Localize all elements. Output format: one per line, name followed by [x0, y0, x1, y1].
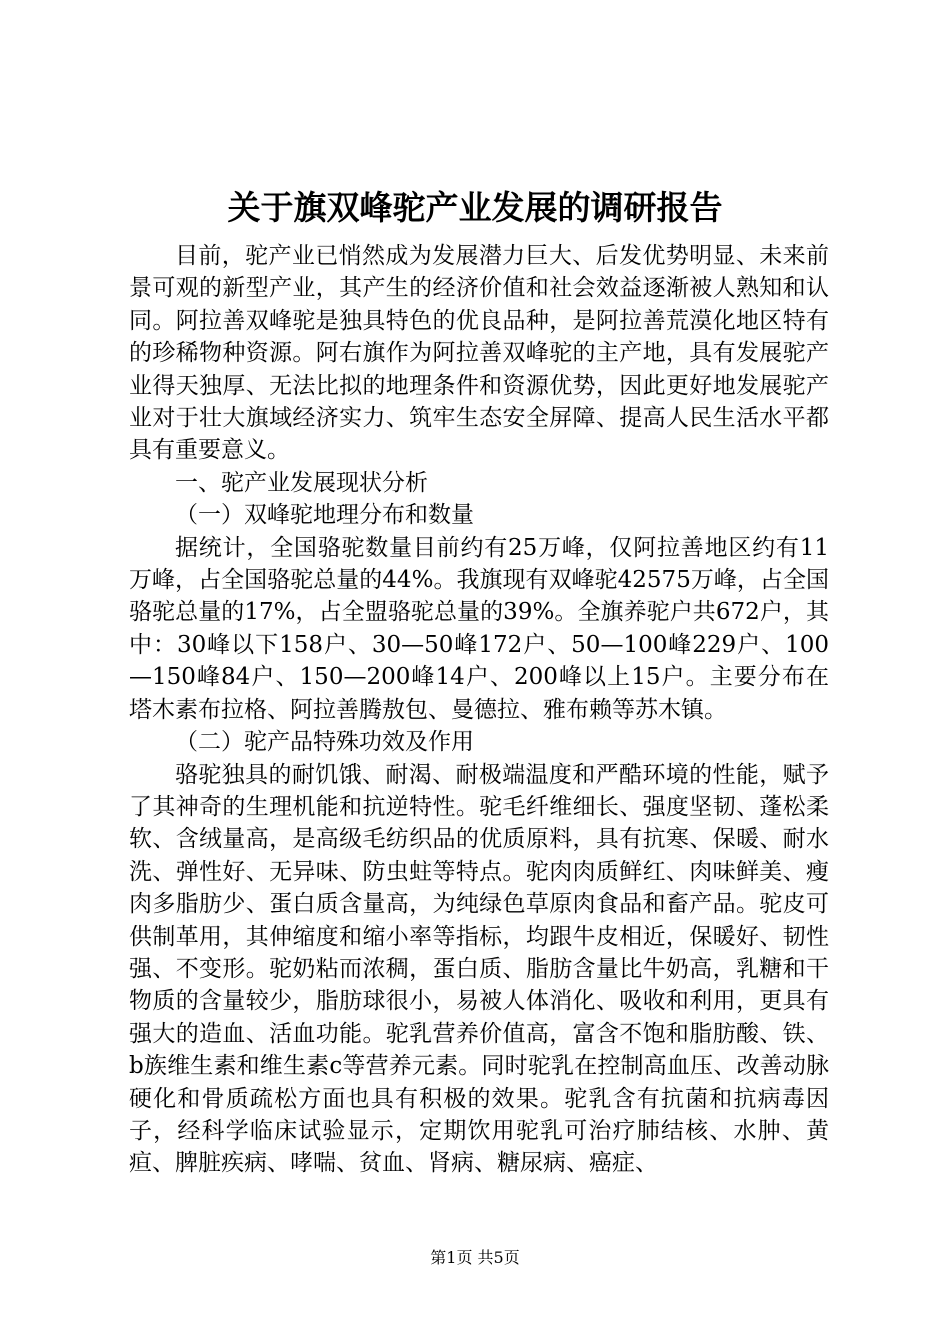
document-body	[129, 240, 829, 1180]
subsection-heading-1: （一）双峰驼地理分布和数量	[175, 502, 474, 529]
subsection-heading-2: （二）驼产品特殊功效及作用	[175, 729, 474, 756]
page-footer: 第1页 共5页	[430, 1248, 520, 1267]
document-title: 关于旗双峰驼产业发展的调研报告	[227, 188, 723, 227]
section-heading-1: 一、驼产业发展现状分析	[175, 469, 428, 496]
products-paragraph: 骆驼独具的耐饥饿、耐渴、耐极端温度和严酷环境的性能，赋予了其神奇的生理机能和抗逆特性。驼毛纤维细长、强度坚韧、蓬松柔软、含绒量高，是高级毛纺织品的优质原料，具有抗寒、保暖、耐水洗、弹性好、无异味、防虫蛀等特点。驼肉肉质鲜红、肉味鲜美、瘦肉多脂肪少、蛋白质含量高，为纯绿色草原肉食品和畜产品。驼皮可供制革用，其伸缩度和缩小率等指标，均跟牛皮相近，保暖好、韧性强、不变形。驼奶粘而浓稠，蛋白质、脂肪含量比牛奶高，乳糖和干物质的含量较少，脂肪球很小，易被人体消化、吸收和利用，更具有强大的造血、活血功能。驼乳营养价值高，富含不饱和脂肪酸、铁、b族维生素和维生素c等营养元素。同时驼乳在控制高血压、改善动脉硬化和骨质疏松方面也具有积极的效果。驼乳含有抗菌和抗病毒因子，经科学临床试验显示，定期饮用驼乳可治疗肺结核、水肿、黄疸、脾脏疾病、哮喘、贫血、肾病、糖尿病、癌症、	[129, 761, 829, 1177]
statistics-paragraph: 据统计，全国骆驼数量目前约有25万峰，仅阿拉善地区约有11万峰，占全国骆驼总量的44%。我旗现有双峰驼42575万峰，占全国骆驼总量的17%，占全盟骆驼总量的39%。全旗养驼户共672户，其中：30峰以下158户、30—50峰172户、50—100峰229户、100—150峰84户、150—200峰14户、200峰以上15户。主要分布在塔木素布拉格、阿拉善腾敖包、曼德拉、雅布赖等苏木镇。	[129, 534, 829, 723]
intro-paragraph: 目前，驼产业已悄然成为发展潜力巨大、后发优势明显、未来前景可观的新型产业，其产生的经济价值和社会效益逐渐被人熟知和认同。阿拉善双峰驼是独具特色的优良品种，是阿拉善荒漠化地区特有的珍稀物种资源。阿右旗作为阿拉善双峰驼的主产地，具有发展驼产业得天独厚、无法比拟的地理条件和资源优势，因此更好地发展驼产业对于壮大旗域经济实力、筑牢生态安全屏障、提高人民生活水平都具有重要意义。	[129, 243, 829, 464]
